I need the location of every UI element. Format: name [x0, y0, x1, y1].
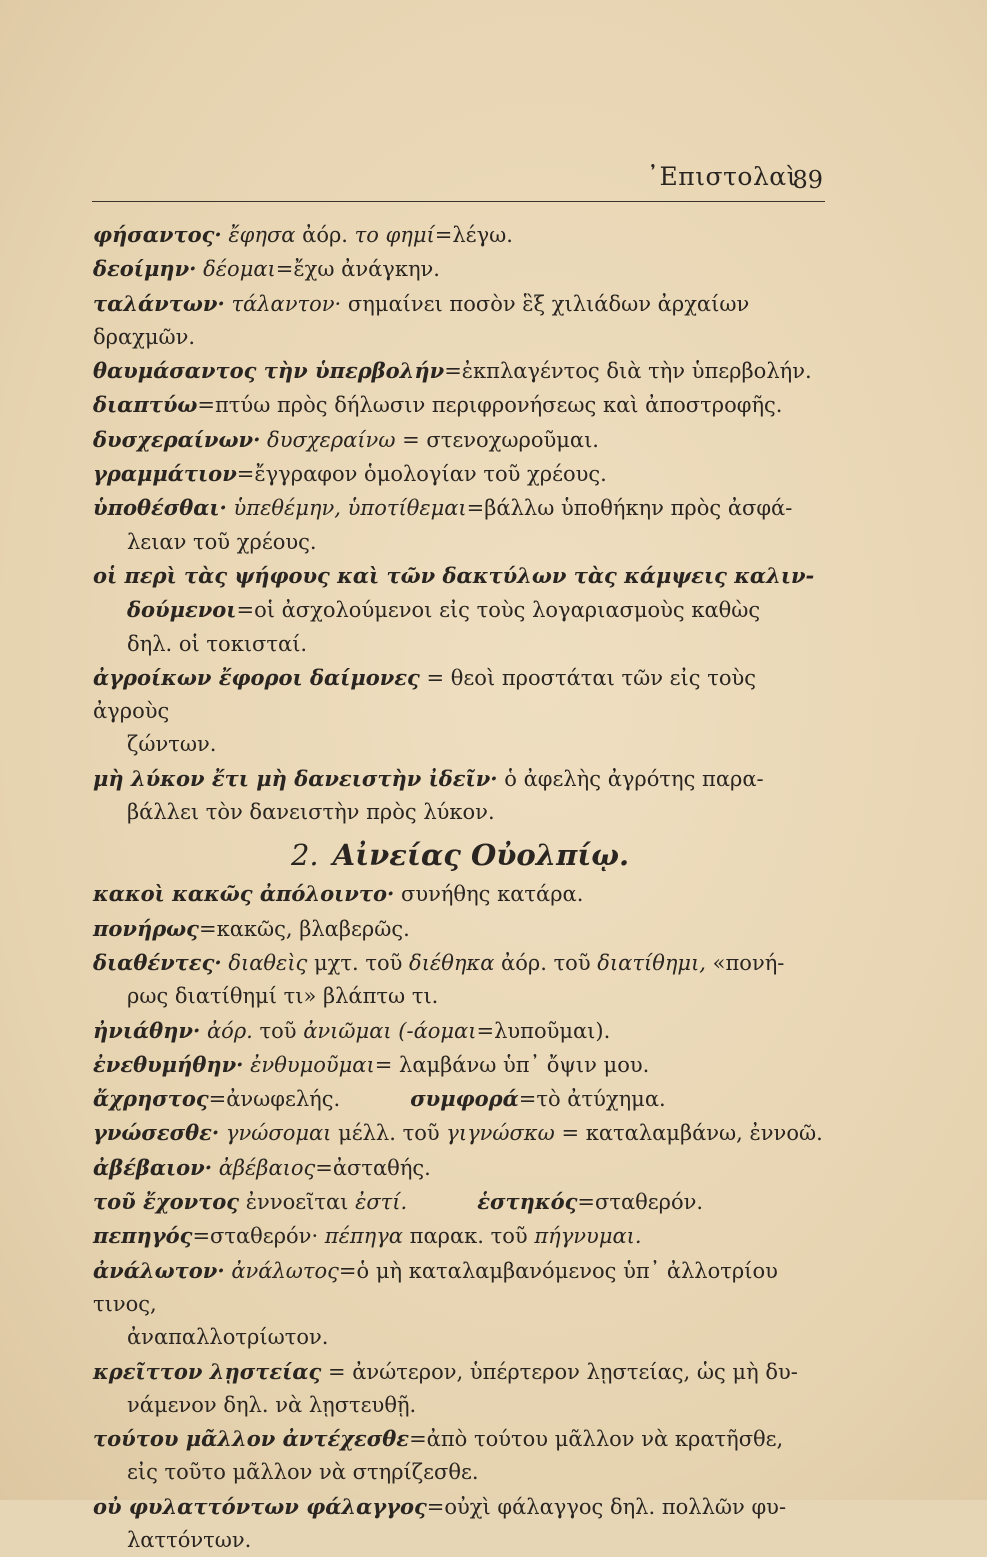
section-heading — [93, 835, 827, 875]
glossary-line — [93, 912, 827, 946]
lemma: θαυμάσαντος τὴν ὑπερβολήν — [93, 358, 445, 384]
definition: = στενοχωροῦμαι. — [395, 427, 599, 452]
glossary-line — [93, 1456, 827, 1489]
definition: ἀόρ. — [302, 223, 355, 247]
definition: =κακῶς, βλαβερῶς. — [198, 916, 410, 941]
glossary-line — [93, 762, 827, 796]
glossary-line — [93, 1524, 827, 1557]
lemma: κρεῖττον λῃστείας — [93, 1358, 322, 1384]
glossary-line — [93, 1389, 827, 1422]
glossary-line — [93, 1355, 827, 1389]
definition: =οὐχὶ φάλαγγος δηλ. πολλῶν φυ- — [426, 1494, 787, 1519]
definition: «πονή- — [705, 950, 785, 975]
glossary-line — [93, 1048, 827, 1082]
grammar-form: πήγνυμαι. — [534, 1224, 642, 1249]
grammar-form: ἐστί. — [355, 1190, 408, 1215]
definition: ζώντων. — [127, 732, 217, 757]
grammar-form: διέθηκα — [409, 950, 502, 975]
definition: =ἔγγραφον ὁμολογίαν τοῦ χρέους. — [236, 462, 607, 487]
glossary-line — [93, 628, 827, 661]
definition: =ἀνωφελής. — [208, 1087, 341, 1112]
lemma: ἄχρηστος — [93, 1086, 209, 1112]
lemma: γνώσεσθε· — [93, 1120, 220, 1146]
glossary-line — [93, 526, 827, 559]
definition: =πτύω πρὸς δήλωσιν περιφρονήσεως καὶ ἀποστροφῆς. — [197, 393, 783, 418]
definition: =ἐκπλαγέντος διὰ τὴν ὑπερβολήν. — [444, 359, 812, 384]
definition: = θεοὶ προστάται τῶν εἰς τοὺς ἀγροὺς — [93, 665, 757, 724]
glossary-line — [93, 252, 827, 286]
glossary-line — [93, 559, 827, 593]
lemma: τοῦ ἔχοντος — [93, 1189, 240, 1215]
glossary-line — [93, 287, 827, 355]
definition: =σταθερόν· — [192, 1224, 325, 1249]
definition: βάλλει τὸν δανειστὴν πρὸς λύκον. — [127, 800, 495, 825]
definition: εἰς τοῦτο μᾶλλον νὰ στηρίζεσθε. — [127, 1460, 479, 1485]
glossary-line — [93, 1219, 827, 1253]
section-title: Αἰνείας Οὐολπίῳ. — [332, 838, 630, 873]
glossary-line — [93, 1116, 827, 1150]
lemma: ἑστηκός — [477, 1189, 578, 1215]
lemma: δούμενοι — [127, 597, 237, 623]
lemma: ταλάντων· — [93, 290, 225, 316]
glossary-line — [93, 1254, 827, 1322]
glossary-line — [93, 491, 827, 525]
grammar-form: ἀνάλωτος — [224, 1258, 339, 1283]
definition: =βάλλω ὑποθήκην πρὸς ἀσφά- — [466, 496, 793, 521]
grammar-form: ἐνθυμοῦμαι — [243, 1052, 375, 1077]
glossary-line — [93, 661, 827, 729]
glossary-line — [93, 728, 827, 761]
glossary-line — [93, 1422, 827, 1456]
grammar-form: γιγνώσκω — [446, 1121, 555, 1146]
running-head — [0, 158, 987, 198]
lemma: ἀνάλωτον· — [93, 1257, 225, 1283]
grammar-form: δέομαι — [196, 257, 276, 282]
glossary-line — [93, 1490, 827, 1524]
lemma: δεοίμην· — [93, 256, 197, 282]
lemma: φήσαντος· — [93, 222, 222, 247]
lemma: διαπτύω — [93, 392, 198, 418]
grammar-form: διατίθημι, — [597, 950, 706, 975]
glossary-line — [93, 946, 827, 980]
definition: =ἔχω ἀνάγκην. — [275, 257, 440, 282]
grammar-form: ἔφησα — [221, 223, 303, 247]
definition: λειαν τοῦ χρέους. — [127, 529, 317, 554]
lemma: ὑποθέσθαι· — [93, 495, 227, 521]
glossary-line — [93, 423, 827, 457]
glossary-line — [93, 980, 827, 1013]
definition: =ὁ μὴ καταλαμβανόμενος ὑπ᾿ ἀλλοτρίου τινος, — [93, 1258, 778, 1316]
glossary-line — [93, 1321, 827, 1354]
lemma: ἀβέβαιον· — [93, 1154, 213, 1180]
glossary-body — [93, 218, 827, 1557]
definition: σημαίνει ποσὸν ἓξ χιλιάδων ἀρχαίων δραχμῶν. — [93, 291, 750, 349]
glossary-line — [93, 796, 827, 829]
definition: ρως διατίθημί τι» βλάπτω τι. — [127, 984, 439, 1009]
header-rule — [92, 201, 825, 202]
grammar-form: ἀβέβαιος — [212, 1155, 316, 1180]
definition: =σταθερόν. — [577, 1190, 704, 1215]
definition: =οἱ ἀσχολούμενοι εἰς τοὺς λογαριασμοὺς καθὼς — [236, 598, 761, 623]
running-head-title: ᾿Επιστολαὶ — [646, 162, 797, 191]
grammar-form: το φημί — [354, 223, 435, 247]
section-number: 2. — [290, 838, 319, 873]
glossary-line — [93, 388, 827, 422]
glossary-line — [93, 218, 827, 252]
glossary-line — [93, 1185, 827, 1219]
definition: παρακ. τοῦ — [409, 1224, 535, 1249]
lemma: τούτου μᾶλλον ἀντέχεσθε — [93, 1426, 410, 1452]
definition: =λέγω. — [434, 223, 513, 247]
definition: =ἀσταθής. — [315, 1155, 431, 1180]
glossary-line — [93, 593, 827, 627]
definition: ἐννοεῖται — [239, 1190, 356, 1215]
definition: = ἀνώτερον, ὑπέρτερον λῃστείας, ὡς μὴ δυ- — [321, 1359, 798, 1384]
grammar-form: δυσχεραίνω — [260, 427, 396, 452]
definition: =ἀπὸ τούτου μᾶλλον νὰ κρατῆσθε, — [409, 1427, 784, 1452]
lemma: κακοὶ κακῶς ἀπόλοιντο· — [93, 881, 395, 907]
glossary-line — [93, 877, 827, 911]
definition: = λαμβάνω ὑπ᾿ ὄψιν μου. — [374, 1052, 650, 1077]
definition: ἀναπαλλοτρίωτον. — [127, 1325, 329, 1350]
glossary-line — [93, 1014, 827, 1048]
definition: ὁ ἀφελὴς ἀγρότης παρα- — [497, 766, 764, 791]
definition: μέλλ. τοῦ — [338, 1121, 447, 1146]
lemma: συμφορά — [410, 1086, 519, 1112]
definition: λαττόντων. — [127, 1527, 252, 1552]
grammar-form: ἀνιῶμαι (-άομαι — [303, 1018, 477, 1043]
definition: νάμενον δηλ. νὰ λῃστευθῇ. — [127, 1392, 417, 1417]
lemma: ἐνεθυμήθην· — [93, 1051, 244, 1077]
lemma: οὐ φυλαττόντων φάλαγγος — [93, 1493, 427, 1519]
grammar-form: ἀόρ. — [200, 1018, 260, 1043]
grammar-form: ὑπεθέμην, ὑποτίθεμαι — [226, 496, 467, 521]
lemma: οἱ περὶ τὰς ψήφους καὶ τῶν δακτύλων τὰς κάμψεις καλιν- — [93, 562, 815, 588]
lemma: μὴ λύκον ἔτι μὴ δανειστὴν ἰδεῖν· — [93, 765, 498, 791]
glossary-line — [93, 457, 827, 491]
glossary-line — [93, 354, 827, 388]
page-number: 89 — [792, 166, 823, 194]
lemma: δυσχεραίνων· — [93, 426, 261, 452]
lemma: πεπηγός — [93, 1223, 193, 1249]
lemma: διαθέντες· — [93, 949, 222, 975]
definition: δηλ. οἱ τοκισταί. — [127, 631, 308, 656]
lemma: πονήρως — [93, 915, 199, 941]
lemma: ἀγροίκων ἔφοροι δαίμονες — [93, 664, 420, 690]
definition: ἀόρ. τοῦ — [501, 950, 598, 975]
definition: συνήθης κατάρα. — [394, 882, 584, 907]
grammar-form: διαθεὶς — [221, 950, 314, 975]
lemma: ἠνιάθην· — [93, 1017, 201, 1043]
grammar-form: γνώσομαι — [219, 1121, 339, 1146]
definition: =τὸ ἀτύχημα. — [518, 1087, 666, 1112]
glossary-line — [93, 1082, 827, 1116]
definition: μχτ. τοῦ — [314, 950, 410, 975]
definition: =λυποῦμαι). — [476, 1018, 611, 1043]
definition: = καταλαμβάνω, ἐννοῶ. — [554, 1121, 823, 1146]
lemma: γραμμάτιον — [93, 461, 237, 487]
grammar-form: τάλαντον· — [224, 291, 342, 316]
definition: τοῦ — [259, 1018, 304, 1043]
grammar-form: πέπηγα — [324, 1224, 410, 1249]
glossary-line — [93, 1151, 827, 1185]
